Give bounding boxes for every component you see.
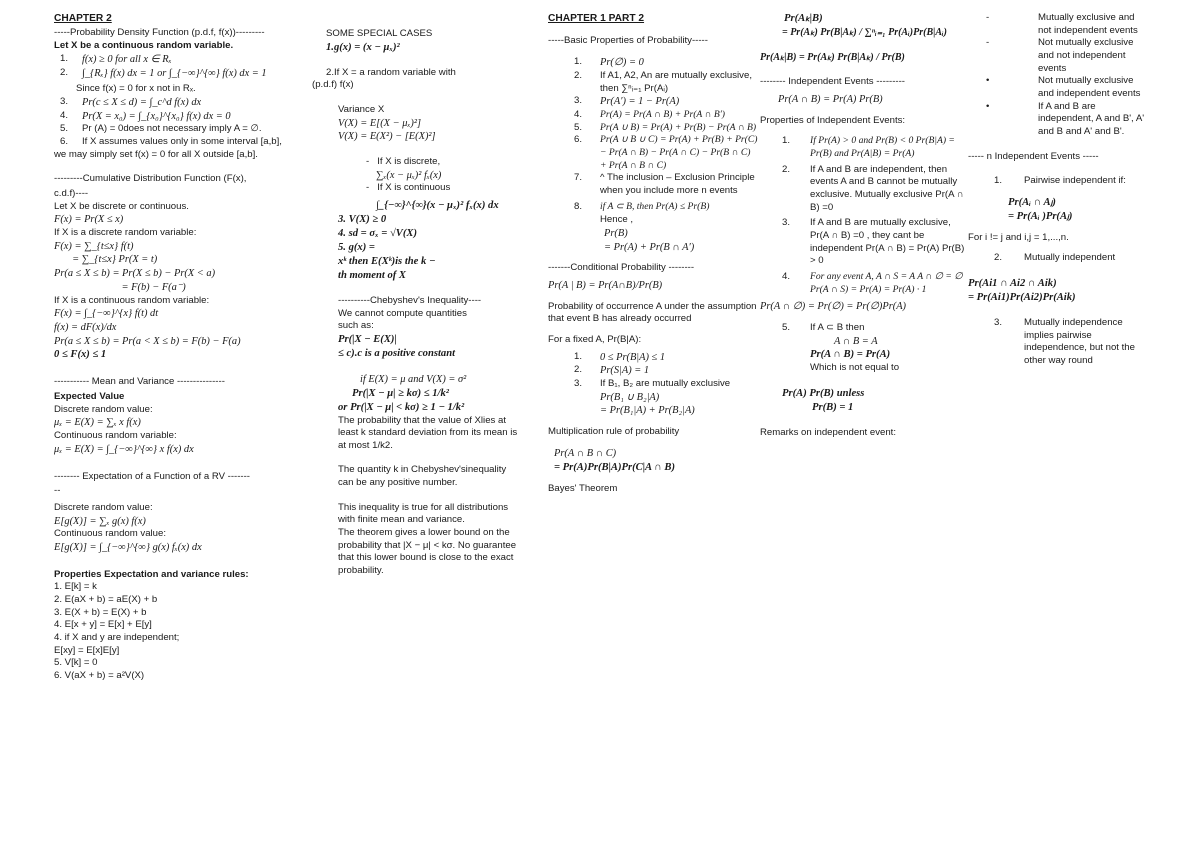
efun-continuous-formula: E[g(X)] = ∫_{−∞}^{∞} g(x) fₓ(x) dx <box>54 541 202 553</box>
special-cases-title: SOME SPECIAL CASES <box>326 28 433 39</box>
remarks-title: Remarks on independent event: <box>760 426 896 438</box>
bayes-formula-3: Pr(Aₖ|B) = Pr(Aₖ) Pr(B|Aₖ) / Pr(B) <box>760 52 905 64</box>
independent-item-2: 2. If A and B are independent, then events A and B cannot be mutually exclusive. Mutually exclusive Pr(A ∩ B) =0 <box>782 163 964 213</box>
chebyshev-para-1: The probability that the value of Xlies at least k standard deviation from its mean is at most 1/k2. <box>338 414 518 451</box>
basic-item-5: 5. Pr(A ∪ B) = Pr(A) + Pr(B) − Pr(A ∩ B) <box>574 121 757 133</box>
chebyshev-header: ----------Chebyshev's Inequality---- <box>338 294 482 306</box>
chebyshev-line-2: such as: <box>338 320 374 332</box>
pdf-item-1: 1. f(x) ≥ 0 for all x ∈ Rₓ <box>60 52 172 65</box>
multiplication-title: Multiplication rule of probability <box>548 426 680 438</box>
efun-continuous-label: Continuous random value: <box>54 528 166 540</box>
property-5: 5. g(x) = <box>338 242 375 254</box>
expectation-function-dash: -- <box>54 485 61 497</box>
pdf-intro: Let X be a continuous random variable. <box>54 40 234 52</box>
independent-formula: Pr(A ∩ B) = Pr(A) Pr(B) <box>778 94 883 105</box>
chebyshev-formula-2: ≤ c).c is a positive constant <box>338 347 456 359</box>
fixed-item-2: 2. Pr(S|A) = 1 <box>574 364 650 377</box>
column-chapter-2 <box>54 12 306 683</box>
basic-item-2: 2. If A1, A2, An are mutually exclusive, then ∑ⁿᵢ₌₁ Pr(Aᵢ) <box>574 69 752 94</box>
chebyshev-formula-3: if E(X) = μ and V(X) = σ² <box>360 373 467 385</box>
cdf-line-2: If X is a discrete random variable: <box>54 227 197 239</box>
cdf-line-4: = ∑_{t≤x} Pr(X = t) <box>54 254 158 266</box>
efun-discrete-label: Discrete random value: <box>54 501 153 513</box>
chebyshev-para-3: This inequality is true for all distributions with finite mean and variance. <box>338 501 509 526</box>
item5-formula-1: A ∩ B = A <box>834 335 878 347</box>
cdf-line-7: If X is a continuous random variable: <box>54 294 210 306</box>
column-special-cases <box>312 28 524 578</box>
cdf-line-8: F(x) = ∫_{−∞}^{x} f(t) dt <box>54 308 159 320</box>
ev-discrete-label: Discrete random value: <box>54 403 153 415</box>
unless-formula-2: Pr(B) = 1 <box>812 401 854 413</box>
pdf-header: -----Probability Density Function (p.d.f, f(x))--------- <box>54 27 265 39</box>
cdf-line-11: 0 ≤ F(x) ≤ 1 <box>54 349 107 361</box>
rule-4: 4. E[x + y] = E[x] + E[y] <box>54 619 152 631</box>
pdf-item-6: 6. If X assumes values only in some interval [a,b], <box>60 136 282 148</box>
chebyshev-para-2: The quantity k in Chebyshev'sinequality can be any positive number. <box>338 464 507 489</box>
chebyshev-line-1: We cannot compute quantities <box>338 307 467 319</box>
special-case-2a: 2.If X = a random variable with <box>326 66 456 78</box>
special-case-1: 1.g(x) = (x − μₓ)² <box>326 41 400 53</box>
cdf-line-0: Let X be discrete or continuous. <box>54 200 189 212</box>
variance-formula-2: V(X) = E(X²) − [E(X)²] <box>338 131 436 143</box>
rule-6: E[xy] = E[x]E[y] <box>54 644 120 656</box>
discrete-formula: ∑ₓ(x − μₓ)² fₓ(x) <box>376 169 442 181</box>
item5-text-2: Which is not equal to <box>810 362 900 374</box>
independent-header: -------- Independent Events --------- <box>760 76 905 88</box>
chapter-title: CHAPTER 2 <box>54 13 112 24</box>
fixed-a-label: For a fixed A, Pr(B|A): <box>548 333 642 345</box>
cdf-line-1: F(x) = Pr(X ≤ x) <box>54 214 124 226</box>
pdf-tail: we may simply set f(x) = 0 for all X outside [a,b]. <box>54 148 258 160</box>
conditional-paragraph: Probability of occurrence A under the assumption that event B has already occurred <box>548 300 757 325</box>
basic-properties-header: -----Basic Properties of Probability----- <box>548 35 708 47</box>
basic-item-4: 4. Pr(A) = Pr(A ∩ B) + Pr(A ∩ B′) <box>574 108 725 120</box>
chebyshev-formula-4: Pr(|X − μ| ≥ kσ) ≤ 1/k² <box>352 387 449 399</box>
rule-8: 6. V(aX + b) = a²V(X) <box>54 669 145 681</box>
fixed-item-3: 3. If B₁, B₂ are mutually exclusive <box>574 378 731 390</box>
mean-variance-header: ----------- Mean and Variance --------------- <box>54 376 225 388</box>
ev-continuous-formula: μₓ = E(X) = ∫_{−∞}^{∞} x f(x) dx <box>54 443 194 455</box>
rule-3: 3. E(X + b) = E(X) + b <box>54 606 147 618</box>
n-item-3: 3. Mutually independence implies pairwise independence, but not the other way round <box>994 317 1135 367</box>
bayes-formula-1: Pr(Aₖ|B) <box>784 13 823 24</box>
independent-item-4: 4. For any event A, A ∩ S = A A ∩ ∅ = ∅ Pr(A ∩ S) = Pr(A) = Pr(A) · 1 <box>782 270 963 295</box>
property-3: 3. V(X) ≥ 0 <box>338 214 387 226</box>
cdf-line-10: Pr(a ≤ X ≤ b) = Pr(a < X ≤ b) = F(b) − F(a) <box>54 335 241 347</box>
cdf-line-5: Pr(a ≤ X ≤ b) = Pr(X ≤ b) − Pr(X < a) <box>54 268 216 280</box>
n-item-1: 1. Pairwise independent if: <box>994 175 1126 187</box>
chebyshev-para-4: The theorem gives a lower bound on the probability that |X − μ| < kσ. No guarantee that this lower bound is close to the exact probability. <box>338 527 517 577</box>
special-case-2b: (p.d.f) f(x) <box>312 79 354 91</box>
hence-label: Hence , <box>600 214 634 226</box>
pairwise-formula-1: Pr(Aᵢ ∩ Aⱼ) <box>1008 196 1056 208</box>
chebyshev-formula-5: or Pr(|X − μ| < kσ) ≥ 1 − 1/k² <box>338 401 465 413</box>
bayes-formula-2: = Pr(Aₖ) Pr(B|Aₖ) / ∑ⁿᵢ₌₁ Pr(Aᵢ)Pr(B|Aᵢ) <box>782 26 948 38</box>
discrete-label: - If X is discrete, <box>366 156 441 168</box>
basic-item-6: 6. Pr(A ∪ B ∪ C) = Pr(A) + Pr(B) + Pr(C) − Pr(A ∩ B) − Pr(A ∩ C) − Pr(B ∩ C) + Pr(A ∩ B ∩ C) <box>574 134 758 171</box>
multiplication-formula-1: Pr(A ∩ B ∩ C) <box>554 447 617 459</box>
variance-formula-1: V(X) = E[(X − μₓ)²] <box>338 117 422 129</box>
pairwise-condition: For i != j and i,j = 1,...,n. <box>968 231 1069 243</box>
conditional-header: -------Conditional Probability -------- <box>548 262 695 274</box>
basic-item-1: 1. Pr(∅) = 0 <box>574 56 644 69</box>
conditional-formula: Pr(A | B) = Pr(A∩B)/Pr(B) <box>548 279 663 291</box>
independent-item-1: 1. If Pr(A) > 0 and Pr(B) < 0 Pr(B|A) = Pr(B) and Pr(A|B) = Pr(A) <box>782 135 955 160</box>
cdf-header: ---------Cumulative Distribution Function (F(x), <box>54 173 247 185</box>
pdf-item-5: 5. Pr (A) = 0does not necessary imply A = ∅. <box>60 123 262 135</box>
rule-2: 2. E(aX + b) = aE(X) + b <box>54 593 158 605</box>
n-item-2: 2. Mutually independent <box>994 252 1116 264</box>
cdf-line-6: = F(b) − F(a⁻) <box>54 281 186 293</box>
mutual-formula-1: Pr(Ai1 ∩ Ai2 ∩ Aik) <box>968 278 1057 290</box>
independent-props-title: Properties of Independent Events: <box>760 114 906 126</box>
remark-item-4: • If A and B are independent, A and B', A' and B and A' and B'. <box>986 100 1145 137</box>
pdf-item-4: 4. Pr(X = x₀) = ∫_{x₀}^{x₀} f(x) dx = 0 <box>60 109 231 122</box>
basic-item-3: 3. Pr(A′) = 1 − Pr(A) <box>574 95 680 108</box>
cdf-header-2: c.d.f)---- <box>54 187 89 199</box>
expectation-function-header: -------- Expectation of a Function of a RV ------- <box>54 470 251 482</box>
column-independent-events <box>760 12 965 440</box>
efun-discrete-formula: E[g(X)] = ∑ₓ g(x) f(x) <box>54 515 146 527</box>
chapter-title: CHAPTER 1 PART 2 <box>548 13 645 24</box>
continuous-formula: ∫_{−∞}^{∞}(x − μₓ)² fₓ(x) dx <box>376 200 499 212</box>
pairwise-formula-2: = Pr(Aᵢ )Pr(Aⱼ) <box>1008 210 1073 222</box>
remark-item-3: • Not mutually exclusive and independent events <box>986 75 1141 99</box>
fixed-item-1: 1. 0 ≤ Pr(B|A) ≤ 1 <box>574 350 666 363</box>
cdf-line-3: F(x) = ∑_{t≤x} f(t) <box>54 240 134 252</box>
fixed-formula-2: = Pr(B₁|A) + Pr(B₂|A) <box>600 405 695 417</box>
ev-continuous-label: Continuous random variable: <box>54 430 177 442</box>
property-5c: th moment of X <box>338 269 406 281</box>
fixed-formula-1: Pr(B₁ ∪ B₂|A) <box>600 391 660 403</box>
multiplication-formula-2: = Pr(A)Pr(B|A)Pr(C|A ∩ B) <box>554 461 676 473</box>
remark-item-1: - Mutually exclusive and not independent events <box>986 12 1138 36</box>
pdf-item-3: 3. Pr(c ≤ X ≤ d) = ∫_c^d f(x) dx <box>60 95 202 108</box>
chebyshev-formula-1: Pr(|X − E(X)| <box>338 333 397 345</box>
independent-item-5: 5. If A ⊂ B then <box>782 322 865 333</box>
cdf-line-9: f(x) = dF(x)/dx <box>54 322 117 334</box>
ev-discrete-formula: μₓ = E(X) = ∑ₓ x f(x) <box>54 417 141 429</box>
n-independent-header: ----- n Independent Events ----- <box>968 150 1099 162</box>
empty-set-formula: Pr(A ∩ ∅) = Pr(∅) = Pr(∅)Pr(A) <box>760 301 907 313</box>
rule-5: 4. if X and y are independent; <box>54 631 180 643</box>
unless-formula-1: Pr(A) Pr(B) unless <box>782 388 865 400</box>
mutual-formula-2: = Pr(Ai1)Pr(Ai2)Pr(Aik) <box>968 292 1076 304</box>
bayes-title: Bayes' Theorem <box>548 482 618 494</box>
pdf-since: Since f(x) = 0 for x not in Rₓ. <box>76 83 196 95</box>
independent-item-3: 3. If A and B are mutually exclusive, Pr(A ∩ B) =0 , they cant be independent Pr(A ∩ B) = Pr(A) Pr(B) > 0 <box>782 217 965 267</box>
hence-formula-1: Pr(B) <box>604 227 628 239</box>
continuous-label: - If X is continuous <box>366 182 451 194</box>
rules-title: Properties Expectation and variance rules: <box>54 568 249 580</box>
rule-1: 1. E[k] = k <box>54 581 97 593</box>
column-n-independent-events <box>968 12 1150 368</box>
remark-item-2: - Not mutually exclusive and not independent events <box>986 37 1134 74</box>
expected-value-title: Expected Value <box>54 391 125 403</box>
item5-formula-2: Pr(A ∩ B) = Pr(A) <box>810 349 891 361</box>
property-4: 4. sd = σₓ = √V(X) <box>338 228 417 240</box>
variance-title: Variance X <box>338 103 385 115</box>
basic-item-8: 8. if A ⊂ B, then Pr(A) ≤ Pr(B) <box>574 201 710 213</box>
basic-item-7: 7. ^ The inclusion – Exclusion Principle when you include more n events <box>574 172 755 196</box>
pdf-item-2: 2. ∫_{Rₓ} f(x) dx = 1 or ∫_{−∞}^{∞} f(x) dx = 1 <box>60 66 267 79</box>
hence-formula-2: = Pr(A) + Pr(B ∩ A′) <box>604 241 695 253</box>
column-chapter-1-part-2 <box>548 12 758 495</box>
rule-7: 5. V[k] = 0 <box>54 657 98 669</box>
property-5b: xᵏ then E(Xᵏ)is the k − <box>338 255 436 267</box>
